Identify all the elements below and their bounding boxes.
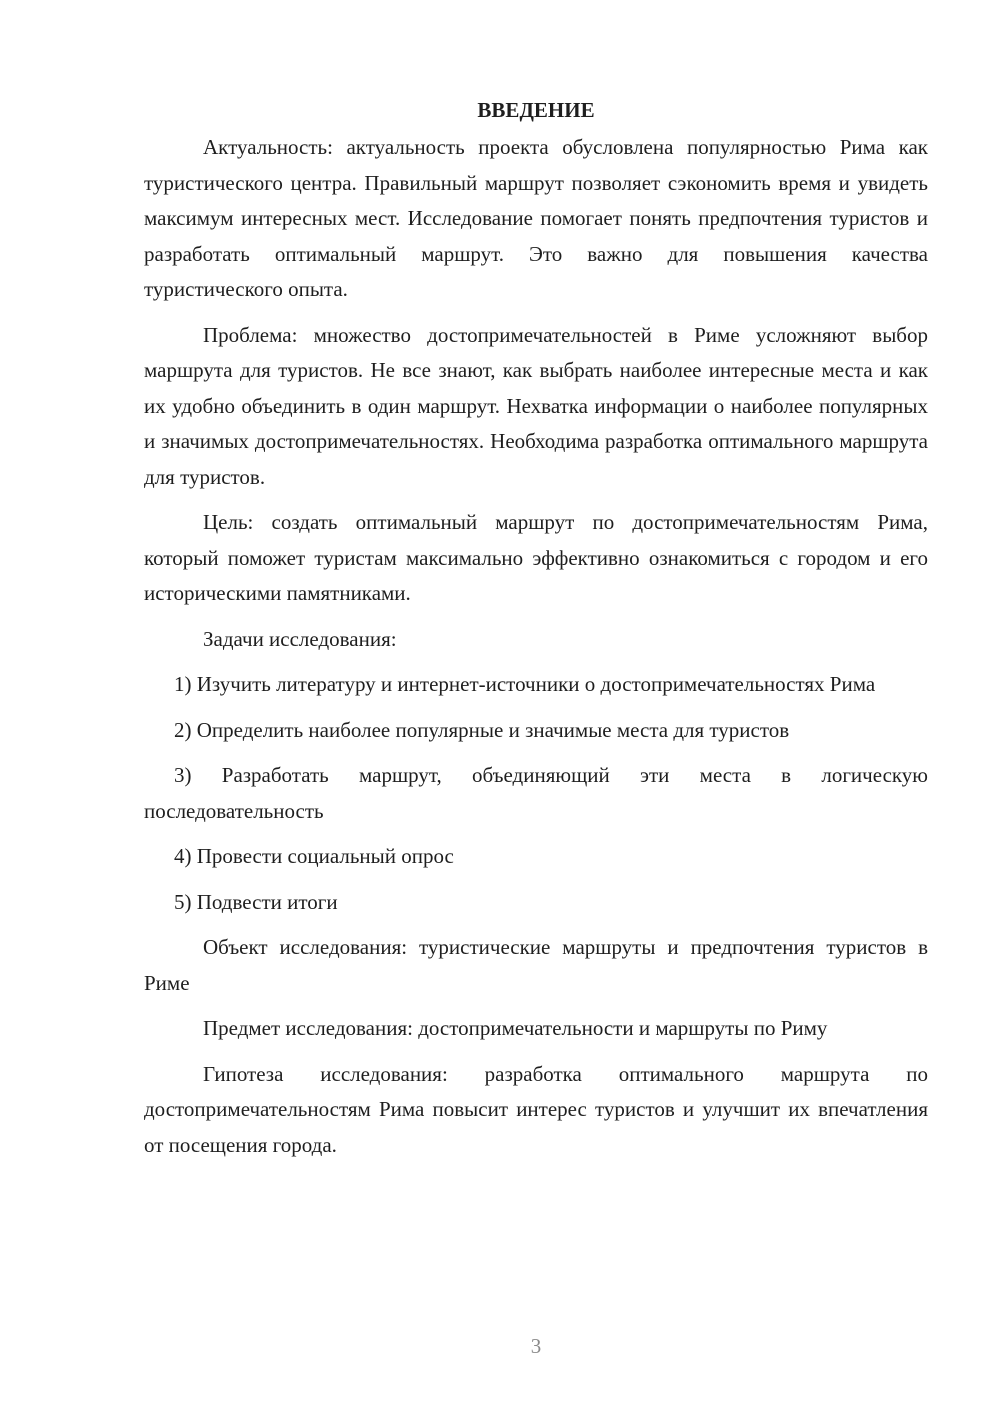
paragraph-hypothesis: Гипотеза исследования: разработка оптимального маршрута по достопримечательностям Рима повысит интерес туристов и улучшит их впечатления от посещения города.	[144, 1061, 928, 1157]
page-number: 3	[530, 1334, 542, 1358]
list-item: 2) Определить наиболее популярные и значимые места для туристов	[174, 717, 790, 742]
list-item: 1) Изучить литературу и интернет-источники о достопримечательностях Рима	[174, 672, 876, 696]
list-item: 4) Провести социальный опрос	[174, 844, 454, 868]
paragraph-tasks-heading: Задачи исследования:	[203, 626, 397, 651]
paragraph-object: Объект исследования: туристические маршруты и предпочтения туристов в Риме	[144, 935, 928, 995]
tasks-list	[144, 667, 928, 920]
paragraph-goal: Цель: создать оптимальный маршрут по достопримечательностям Рима, который поможет туристам максимально эффективно ознакомиться с городом и его историческими памятниками.	[144, 510, 928, 605]
paragraph-subject: Предмет исследования: достопримечательности и маршруты по Риму	[203, 1016, 828, 1040]
list-item: 3) Разработать маршрут, объединяющий эти места в логическую последовательность	[144, 763, 928, 823]
paragraph-problem: Проблема: множество достопримечательностей в Риме усложняют выбор маршрута для туристов. Не все знают, как выбрать наиболее интересные места и как их удобно объединить в один маршрут. Нехватка информации о наиболее популярных и значимых достопримечательностях. Необходима разработка оптимального маршрута для туристов.	[144, 322, 928, 489]
page-title: ВВЕДЕНИЕ	[477, 98, 595, 122]
page-content	[144, 95, 928, 1173]
list-item: 5) Подвести итоги	[174, 889, 338, 914]
paragraph-relevance: Актуальность: актуальность проекта обусловлена популярностью Рима как туристического центра. Правильный маршрут позволяет сэкономить время и увидеть максимум интересных мест. Исследование помогает понять предпочтения туристов и разработать оптимальный маршрут. Это важно для повышения качества туристического опыта.	[144, 135, 928, 301]
